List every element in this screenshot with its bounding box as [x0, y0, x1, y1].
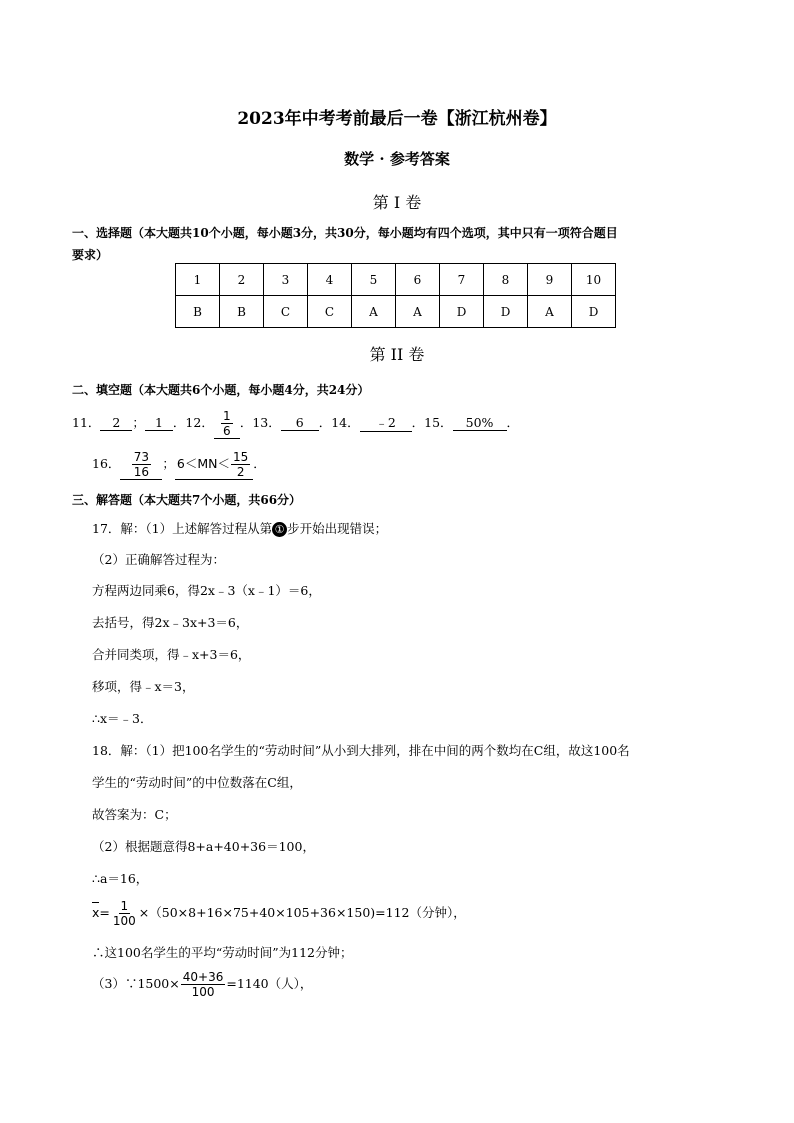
- q16-answer-a: $\frac{73}{16}$: [120, 450, 162, 480]
- question-number-cell: 8: [484, 264, 528, 296]
- q17-line-2: （2）正确解答过程为：: [92, 552, 225, 567]
- choice-section-heading: 一、选择题（本大题共10个小题，每小题3分，共30分，每小题均有四个选项，其中只有一项符合题目: [72, 226, 618, 240]
- part-2-label: 第 II 卷: [369, 345, 425, 364]
- answer-table: [175, 263, 616, 328]
- answer-cell: A: [528, 296, 572, 328]
- question-number-cell: 4: [308, 264, 352, 296]
- q18-line-2: 学生的“劳动时间”的中位数落在C组，: [92, 775, 302, 790]
- q12-fraction: $\frac{1}{6}$: [223, 409, 231, 438]
- q18-line-1: 18．解：（1）把100名学生的“劳动时间”从小到大排列，排在中间的两个数均在C组，故这100名: [92, 743, 630, 758]
- answer-cell: B: [176, 296, 220, 328]
- question-number-cell: 3: [264, 264, 308, 296]
- question-number-cell: 10: [572, 264, 616, 296]
- q17-line-7: ∴x＝﹣3．: [92, 711, 153, 726]
- mean-symbol: x: [92, 905, 100, 920]
- q18-line-8: （3）∵1500× $\frac{40+36}{100}$ =1140（人），: [92, 970, 313, 999]
- answer-cell: A: [352, 296, 396, 328]
- question-number-cell: 5: [352, 264, 396, 296]
- answer-cell: C: [264, 296, 308, 328]
- part-1-label: 第 I 卷: [372, 193, 422, 212]
- solve-section-heading: 三、解答题（本大题共7个小题，共66分）: [72, 493, 302, 507]
- question-number-cell: 9: [528, 264, 572, 296]
- q17-line-6: 移项，得﹣x＝3，: [92, 679, 195, 694]
- q18-line-3: 故答案为：C；: [92, 807, 177, 822]
- q16-answer-b: 6＜MN＜ $\frac{15}{2}$: [175, 450, 253, 480]
- answer-cell: D: [484, 296, 528, 328]
- answer-table-number-row: [176, 264, 616, 296]
- answer-cell: B: [220, 296, 264, 328]
- answer-table-answer-row: [176, 296, 616, 328]
- step-number-badge: ①: [272, 522, 287, 537]
- page-title: 2023年中考考前最后一卷【浙江杭州卷】: [237, 109, 557, 129]
- q17-line-5: 合并同类项，得﹣x+3＝6，: [92, 647, 251, 662]
- q11-answer-b: 1: [145, 415, 173, 431]
- question-number-cell: 7: [440, 264, 484, 296]
- q11-answer-a: 2: [100, 415, 132, 431]
- q18-line-7: ∴这100名学生的平均“劳动时间”为112分钟；: [92, 945, 353, 960]
- q17-line-4: 去括号，得2x﹣3x+3＝6，: [92, 615, 249, 630]
- q15-answer: 50%: [453, 415, 507, 431]
- answer-cell: D: [572, 296, 616, 328]
- q18-line-6: x= $\frac{1}{100}$ ×（50×8+16×75+40×105+36×150)=112（分钟），: [92, 899, 466, 928]
- page-subtitle: 数学 · 参考答案: [344, 150, 450, 168]
- q12-answer: [214, 409, 240, 439]
- q13-answer: 6: [281, 415, 319, 431]
- choice-section-heading-cont: 要求）: [72, 248, 109, 262]
- q18-line-5: ∴a＝16，: [92, 871, 149, 886]
- fill-answers-line-2: 16． $\frac{73}{16}$ ； 6＜MN＜ $\frac{15}{2}$ ．: [92, 450, 266, 479]
- q17-line-3: 方程两边同乘6，得2x﹣3（x﹣1）＝6，: [92, 583, 321, 598]
- q14-answer: ﹣2: [360, 413, 412, 432]
- answer-cell: C: [308, 296, 352, 328]
- fill-section-heading: 二、填空题（本大题共6个小题，每小题4分，共24分）: [72, 383, 370, 397]
- answer-cell: D: [440, 296, 484, 328]
- question-number-cell: 2: [220, 264, 264, 296]
- fill-answers-line-1: 11． 2 ； 1 ．12． $\frac{1}{6}$ ．13． 6 ．14． ﹣2 ．15． 50% ．: [72, 409, 520, 438]
- answer-cell: A: [396, 296, 440, 328]
- q17-line-1: 17．解：（1）上述解答过程从第 ① 步开始出现错误；: [92, 521, 388, 536]
- q18-line-4: （2）根据题意得8+a+40+36＝100，: [92, 839, 315, 854]
- question-number-cell: 6: [396, 264, 440, 296]
- question-number-cell: 1: [176, 264, 220, 296]
